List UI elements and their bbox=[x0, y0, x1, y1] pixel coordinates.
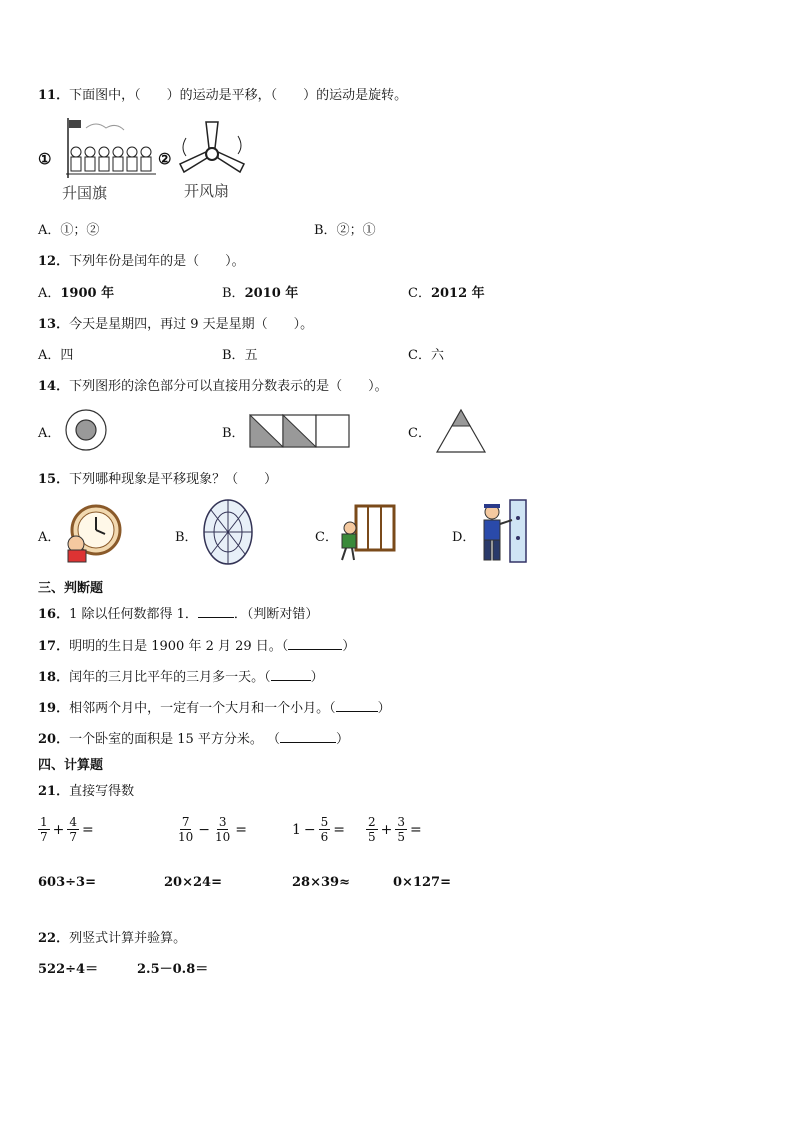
option-c[interactable] bbox=[408, 344, 444, 363]
question-number: 20． bbox=[38, 732, 70, 747]
option-text: ①；② bbox=[60, 223, 100, 238]
option-label: B． bbox=[222, 286, 245, 301]
fraction: $\frac{7}{10}$ bbox=[178, 815, 194, 844]
fraction: $\frac{1}{7}$ bbox=[40, 815, 48, 844]
option-a[interactable] bbox=[38, 526, 60, 545]
fraction-expression-1[interactable] bbox=[38, 815, 94, 844]
spinning-ride-illustration bbox=[198, 496, 254, 568]
question-number: 17． bbox=[38, 639, 70, 654]
answer-blank[interactable] bbox=[198, 617, 234, 618]
question-text: 列竖式计算并验算。 bbox=[69, 931, 187, 946]
question-12 bbox=[38, 250, 245, 269]
question-number: 15． bbox=[38, 472, 70, 487]
equals-sign: = bbox=[410, 821, 422, 838]
question-13 bbox=[38, 313, 313, 332]
window-sliding-illustration bbox=[338, 502, 396, 562]
calc-item[interactable]: 28×39≈ bbox=[292, 875, 350, 890]
clock-illustration bbox=[62, 500, 120, 562]
figure-caption: 升国旗 bbox=[62, 184, 108, 202]
option-b[interactable] bbox=[222, 344, 258, 363]
section-heading-judgement: 三、判断题 bbox=[38, 581, 104, 596]
option-label: A． bbox=[38, 223, 61, 238]
option-label: A． bbox=[38, 348, 61, 363]
option-label: B． bbox=[222, 426, 245, 441]
fraction-expression-2[interactable] bbox=[176, 815, 247, 844]
fraction: $\frac{5}{6}$ bbox=[320, 815, 329, 844]
question-text: 下面图中，（ ）的运动是平移，（ ）的运动是旋转。 bbox=[69, 88, 408, 103]
fraction: $\frac{4}{7}$ bbox=[69, 815, 78, 844]
question-text: 一个卧室的面积是 15 平方分米。 （ bbox=[69, 732, 281, 747]
option-label: A． bbox=[38, 530, 61, 545]
figure-caption: 开风扇 bbox=[184, 182, 230, 200]
three-squares-figure bbox=[249, 414, 351, 448]
question-text: 相邻两个月中，一定有一个大月和一个小月。（ bbox=[69, 701, 336, 716]
question-22 bbox=[38, 927, 186, 946]
question-21 bbox=[38, 780, 134, 799]
option-b[interactable] bbox=[222, 282, 298, 301]
question-number: 19． bbox=[38, 701, 70, 716]
option-text: 六 bbox=[430, 348, 444, 363]
question-text: 下列图形的涂色部分可以直接用分数表示的是（ ）。 bbox=[69, 379, 388, 394]
question-19 bbox=[38, 697, 391, 716]
option-label: A． bbox=[38, 286, 61, 301]
option-label: B． bbox=[175, 530, 198, 545]
figure-mark: ① bbox=[38, 150, 52, 168]
answer-blank[interactable] bbox=[336, 711, 378, 712]
option-label: C． bbox=[408, 348, 431, 363]
question-number: 21． bbox=[38, 784, 70, 799]
question-16 bbox=[38, 603, 318, 622]
option-b[interactable] bbox=[314, 219, 376, 238]
question-text: 直接写得数 bbox=[69, 784, 135, 799]
option-label: B． bbox=[314, 223, 337, 238]
option-a[interactable] bbox=[38, 422, 60, 441]
option-label: B． bbox=[222, 348, 245, 363]
calc-item[interactable]: 20×24= bbox=[164, 875, 222, 890]
option-c[interactable] bbox=[408, 282, 485, 301]
operator: + bbox=[52, 821, 65, 838]
question-text: 下列哪种现象是平移现象？（ ） bbox=[69, 472, 278, 487]
question-number: 22． bbox=[38, 931, 70, 946]
option-b[interactable] bbox=[222, 422, 245, 441]
bracket-close: ） bbox=[336, 732, 350, 747]
fraction: $\frac{3}{5}$ bbox=[397, 815, 406, 844]
operator: − bbox=[198, 821, 211, 838]
question-number: 11． bbox=[38, 88, 70, 103]
option-c[interactable] bbox=[408, 422, 431, 441]
question-text: 今天是星期四，再过 9 天是星期（ ）。 bbox=[69, 317, 314, 332]
section-heading-calculation: 四、计算题 bbox=[38, 758, 104, 773]
answer-blank[interactable] bbox=[271, 680, 311, 681]
question-number: 13． bbox=[38, 317, 70, 332]
equals-sign: = bbox=[235, 821, 248, 838]
option-text: 四 bbox=[60, 348, 74, 363]
calc-item[interactable]: 0×127= bbox=[393, 875, 451, 890]
question-text: 1 除以任何数都得 1． bbox=[69, 607, 198, 622]
question-text-suffix: ．（判断对错） bbox=[233, 607, 319, 622]
question-15 bbox=[38, 468, 277, 487]
fraction: $\frac{3}{10}$ bbox=[215, 815, 231, 844]
fraction-expression-3[interactable] bbox=[292, 815, 345, 844]
flag-raising-figure bbox=[38, 116, 158, 206]
question-number: 12． bbox=[38, 254, 70, 269]
bracket-close: ） bbox=[310, 670, 324, 685]
fan-illustration bbox=[176, 114, 252, 182]
question-14 bbox=[38, 375, 388, 394]
bracket-close: ） bbox=[377, 701, 391, 716]
triangle-figure bbox=[435, 408, 487, 454]
option-c[interactable] bbox=[315, 526, 338, 545]
whole-number: 1 bbox=[292, 821, 301, 838]
equals-sign: = bbox=[333, 821, 346, 838]
question-number: 16． bbox=[38, 607, 70, 622]
option-a[interactable] bbox=[38, 344, 73, 363]
option-text: 2010 年 bbox=[244, 286, 299, 301]
question-18 bbox=[38, 666, 324, 685]
fan-figure bbox=[158, 114, 258, 206]
question-17 bbox=[38, 635, 355, 654]
question-number: 18． bbox=[38, 670, 70, 685]
fraction-expression-4[interactable] bbox=[366, 815, 422, 844]
option-label: C． bbox=[408, 286, 431, 301]
vertical-calc-item[interactable]: 522÷4＝ bbox=[38, 962, 99, 977]
option-b[interactable] bbox=[175, 526, 198, 545]
circle-ring-figure bbox=[64, 408, 108, 452]
option-text: ②；① bbox=[336, 223, 376, 238]
option-a[interactable] bbox=[38, 282, 114, 301]
question-text: 下列年份是闰年的是（ ）。 bbox=[69, 254, 245, 269]
option-label: D． bbox=[452, 530, 476, 545]
option-label: C． bbox=[408, 426, 431, 441]
answer-blank[interactable] bbox=[280, 742, 336, 743]
equals-sign: = bbox=[82, 821, 94, 838]
question-text: 闰年的三月比平年的三月多一天。（ bbox=[69, 670, 271, 685]
worker-screwdriver-illustration bbox=[476, 498, 532, 564]
question-number: 14． bbox=[38, 379, 70, 394]
question-20 bbox=[38, 728, 349, 747]
question-text: 明明的生日是 1900 年 2 月 29 日。（ bbox=[69, 639, 289, 654]
answer-blank[interactable] bbox=[288, 649, 342, 650]
option-text: 1900 年 bbox=[60, 286, 115, 301]
vertical-calc-item[interactable]: 2.5－0.8＝ bbox=[137, 962, 209, 977]
operator: − bbox=[303, 821, 316, 838]
question-11 bbox=[38, 84, 407, 103]
calc-item[interactable]: 603÷3= bbox=[38, 875, 96, 890]
operator: + bbox=[380, 821, 393, 838]
fraction: $\frac{2}{5}$ bbox=[368, 815, 376, 844]
option-d[interactable] bbox=[452, 526, 475, 545]
bracket-close: ） bbox=[342, 639, 356, 654]
option-text: 2012 年 bbox=[430, 286, 485, 301]
option-label: C． bbox=[315, 530, 338, 545]
figure-mark: ② bbox=[158, 150, 172, 168]
flag-raising-illustration bbox=[56, 116, 161, 184]
option-text: 五 bbox=[244, 348, 258, 363]
option-a[interactable] bbox=[38, 219, 99, 238]
option-label: A． bbox=[38, 426, 61, 441]
